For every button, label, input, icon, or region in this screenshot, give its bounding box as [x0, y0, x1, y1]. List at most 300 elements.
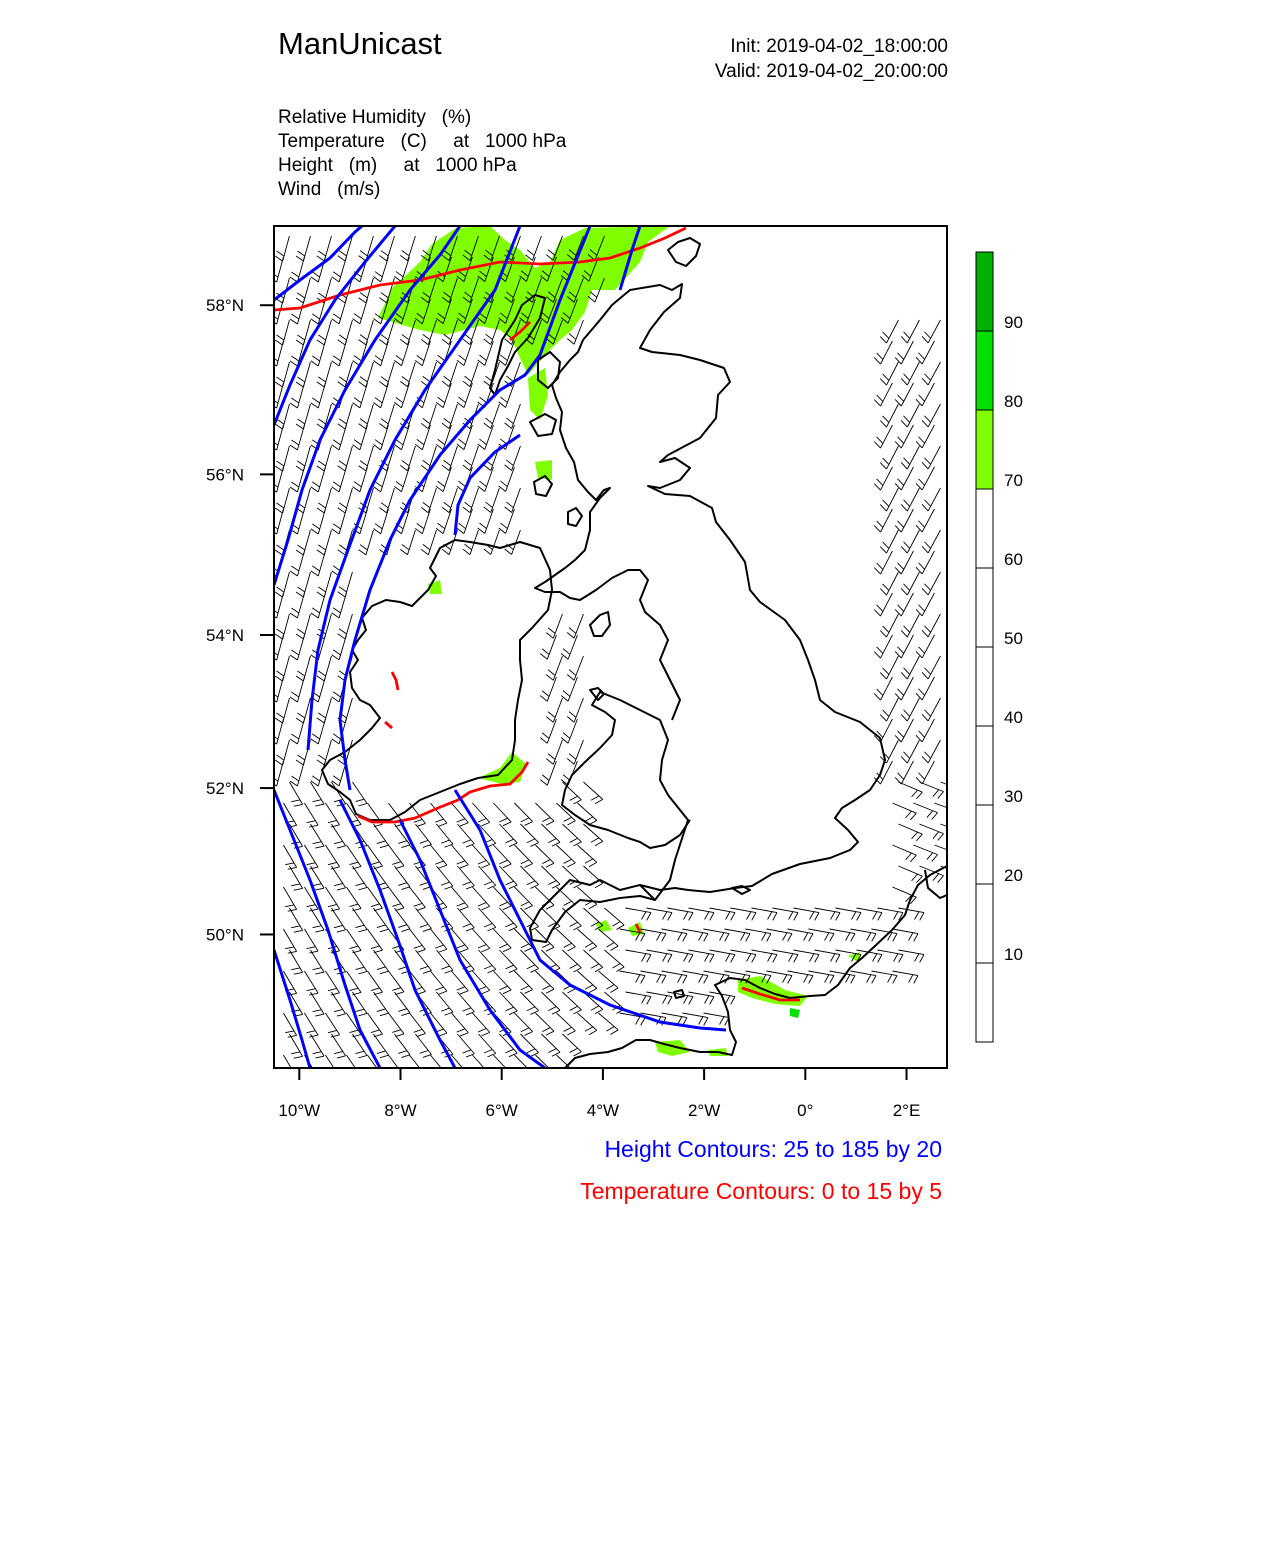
wind-barb	[394, 1034, 410, 1058]
wind-barb	[916, 677, 934, 700]
wind-barb	[436, 866, 452, 889]
wind-barb	[409, 1055, 425, 1078]
colorbar-box	[976, 410, 993, 489]
wind-barb	[283, 845, 296, 869]
wind-barb	[901, 740, 919, 763]
wind-barb	[874, 551, 892, 574]
lat-tick-label: 50°N	[206, 925, 244, 945]
wind-barb	[400, 446, 415, 471]
wind-barb	[310, 950, 324, 974]
wind-barb	[880, 362, 898, 385]
wind-barb	[269, 257, 283, 282]
wind-barb	[317, 404, 332, 429]
wind-barb	[296, 236, 310, 261]
wind-barb	[317, 698, 332, 723]
wind-barb	[436, 824, 452, 847]
wind-barb	[913, 845, 937, 861]
wind-barb	[525, 236, 541, 260]
wind-barb	[922, 530, 940, 553]
wind-barb	[346, 887, 361, 911]
wind-barb	[880, 698, 898, 721]
wind-barb	[901, 320, 919, 343]
wind-barb	[895, 719, 913, 742]
wind-barb	[922, 698, 940, 721]
wind-barb	[275, 362, 289, 387]
wind-barb	[916, 341, 934, 364]
wind-barb	[922, 740, 940, 763]
wind-barb	[556, 845, 575, 867]
wind-barb	[901, 488, 919, 511]
wind-barb	[880, 530, 898, 553]
wind-barb	[373, 1034, 388, 1058]
wind-barb	[535, 845, 554, 867]
wind-barb	[451, 887, 468, 910]
wind-barb	[916, 509, 934, 532]
wind-barb	[493, 971, 511, 994]
wind-barb	[359, 236, 374, 261]
rh-area-wales	[478, 752, 526, 784]
colorbar-box	[976, 489, 993, 568]
wind-barb	[916, 635, 934, 658]
wind-barb	[916, 425, 934, 448]
wind-barb	[540, 635, 556, 659]
wind-barb	[540, 677, 556, 701]
wind-barb	[493, 803, 511, 826]
wind-barb	[283, 929, 296, 953]
wind-barb	[546, 740, 562, 764]
wind-barb	[892, 845, 916, 862]
wind-barb	[269, 509, 283, 534]
lon-tick-label: 8°W	[384, 1101, 417, 1120]
wind-barb	[346, 929, 361, 953]
wind-barb	[505, 488, 521, 512]
wind-barb	[317, 362, 332, 387]
wind-barb	[338, 446, 353, 471]
wind-barb	[275, 320, 289, 345]
wind-barb	[901, 362, 919, 385]
wind-barb	[514, 845, 532, 867]
wind-barb	[895, 509, 913, 532]
lat-tick-label: 58°N	[206, 296, 244, 316]
wind-barb	[577, 1013, 596, 1035]
wind-barb	[388, 1013, 404, 1037]
wind-barb	[901, 656, 919, 679]
wind-barb	[430, 929, 446, 952]
rh-shading	[378, 226, 860, 1056]
wind-barb	[367, 1013, 382, 1037]
wind-barb	[331, 1034, 345, 1058]
height-contour-8	[274, 790, 380, 1068]
wind-barb	[561, 719, 577, 743]
wind-barb	[556, 1013, 575, 1035]
wind-barb	[338, 488, 353, 513]
coastline-skye	[538, 352, 560, 388]
colorbar-label: 30	[1004, 787, 1023, 806]
wind-barb	[625, 950, 651, 962]
wind-barb	[898, 866, 922, 883]
wind-barb	[352, 950, 367, 974]
wind-barb	[275, 614, 289, 639]
wind-barb	[346, 845, 361, 869]
lat-tick-label: 56°N	[206, 465, 244, 485]
wind-barb	[275, 236, 289, 261]
wind-barb	[367, 929, 382, 953]
wind-barb	[289, 782, 302, 806]
wind-barb	[895, 341, 913, 364]
wind-barb	[493, 845, 511, 868]
wind-barb	[325, 803, 339, 827]
wind-barb	[562, 824, 581, 846]
wind-barb	[442, 362, 457, 387]
wind-barb	[520, 866, 538, 888]
wind-barb	[317, 488, 332, 513]
wind-barb	[577, 929, 596, 951]
wind-barb	[296, 572, 310, 597]
wind-barb	[269, 677, 283, 702]
wind-barb	[451, 1013, 468, 1036]
wind-barb	[940, 782, 964, 798]
wind-barb	[275, 488, 289, 513]
wind-barb	[916, 761, 934, 784]
temperature-contour-legend: Temperature Contours: 0 to 15 by 5	[580, 1178, 942, 1204]
coastline-scotland-west	[535, 340, 680, 720]
coastline-anglesey	[590, 688, 604, 700]
colorbar-label: 90	[1004, 313, 1023, 332]
wind-barb	[310, 824, 324, 848]
wind-barb	[338, 404, 353, 429]
wind-barb	[338, 614, 353, 639]
wind-barbs	[269, 236, 965, 1079]
plot-frame	[274, 226, 947, 1068]
wind-barb	[880, 446, 898, 469]
wind-barb	[296, 656, 310, 681]
wind-barb	[296, 530, 310, 555]
coastline-mull	[530, 414, 556, 436]
wind-barb	[472, 1013, 489, 1036]
wind-barb	[561, 677, 577, 701]
wind-barb	[484, 530, 500, 555]
wind-barb	[916, 593, 934, 616]
wind-barb	[540, 761, 556, 785]
wind-barb	[289, 950, 302, 974]
wind-barb	[275, 656, 289, 681]
wind-barb	[317, 572, 332, 597]
wind-barb	[400, 362, 415, 387]
wind-barb	[304, 803, 318, 827]
wind-barb	[567, 614, 583, 638]
wind-barb	[373, 950, 388, 974]
wind-barb	[457, 1034, 474, 1057]
wind-barb	[541, 992, 560, 1014]
wind-barb	[388, 887, 404, 911]
coastline-arran	[568, 508, 582, 526]
wind-barb	[901, 530, 919, 553]
wind-barb	[922, 614, 940, 637]
wind-barb	[919, 782, 943, 798]
rh-colorbar	[976, 252, 1023, 1042]
wind-barb	[901, 404, 919, 427]
wind-barb	[400, 488, 415, 513]
wind-barb	[269, 467, 283, 492]
wind-barb	[535, 803, 554, 825]
wind-barb	[457, 425, 473, 450]
wind-barb	[269, 425, 283, 450]
wind-barb	[916, 467, 934, 490]
wind-barb	[269, 761, 283, 786]
wind-barb	[457, 383, 473, 408]
wind-barb	[895, 677, 913, 700]
wind-barb	[346, 1055, 361, 1079]
coastline-france-brittany	[565, 866, 947, 1068]
wind-barb	[400, 236, 415, 261]
lon-tick-label: 6°W	[485, 1101, 518, 1120]
wind-barb	[472, 1055, 489, 1078]
coastline-isle-of-man	[590, 612, 610, 636]
wind-barb	[421, 530, 436, 555]
wind-barb	[331, 866, 345, 890]
wind-barb	[331, 908, 345, 932]
valid-time: Valid: 2019-04-02_20:00:00	[714, 61, 948, 82]
lon-tick-label: 4°W	[586, 1101, 620, 1120]
wind-barb	[359, 446, 374, 471]
colorbar-label: 80	[1004, 392, 1023, 411]
wind-barb	[310, 1034, 324, 1058]
wind-barb	[567, 656, 583, 680]
wind-barb	[895, 635, 913, 658]
wind-barb	[394, 908, 410, 932]
wind-barb	[541, 866, 560, 888]
wind-barb	[625, 908, 651, 920]
wind-barb	[619, 971, 645, 983]
wind-barb	[325, 845, 339, 869]
wind-barb	[598, 971, 618, 992]
wind-barb	[922, 404, 940, 427]
wind-barb	[325, 971, 339, 995]
wind-barb	[499, 824, 517, 847]
wind-barb	[898, 782, 922, 799]
height-contour-12	[274, 950, 310, 1068]
wind-barb	[895, 761, 913, 784]
wind-barb	[577, 845, 596, 867]
wind-barb	[415, 1034, 431, 1057]
wind-barb	[541, 908, 560, 930]
wind-barb	[562, 950, 581, 972]
wind-barb	[577, 887, 596, 909]
wind-barb	[546, 614, 562, 638]
wind-barb	[472, 929, 489, 952]
wind-barb	[556, 929, 575, 951]
wind-barb	[922, 446, 940, 469]
wind-barb	[388, 845, 404, 869]
wind-barb	[283, 887, 296, 911]
wind-barb	[457, 908, 474, 931]
wind-barb	[457, 824, 474, 847]
wind-barb	[499, 950, 517, 973]
wind-barb	[430, 845, 446, 868]
wind-barb	[499, 467, 515, 491]
wind-barb	[304, 1013, 318, 1037]
wind-barb	[317, 530, 332, 555]
wind-barb	[430, 1055, 446, 1078]
wind-barb	[296, 446, 310, 471]
wind-barb	[296, 404, 310, 429]
wind-barb	[874, 509, 892, 532]
wind-barb	[874, 383, 892, 406]
temperature-contour-ireland-sw	[385, 722, 392, 728]
wind-barb	[269, 299, 283, 324]
wind-barb	[269, 341, 283, 366]
colorbar-box	[976, 805, 993, 884]
wind-barb	[901, 614, 919, 637]
wind-barb	[421, 446, 436, 471]
wind-barb	[409, 887, 425, 910]
wind-barb	[598, 1013, 618, 1034]
field-temperature: Temperature (C) at 1000 hPa	[278, 131, 567, 152]
wind-barb	[520, 992, 538, 1014]
wind-barb	[359, 530, 374, 555]
wind-barb	[505, 404, 521, 428]
init-time: Init: 2019-04-02_18:00:00	[730, 36, 948, 57]
colorbar-label: 70	[1004, 471, 1023, 490]
wind-barb	[940, 824, 964, 840]
lon-tick-label: 0°	[797, 1101, 814, 1120]
wind-barb	[478, 467, 494, 492]
wind-barb	[541, 824, 560, 846]
wind-barb	[367, 971, 382, 995]
wind-barb	[463, 446, 479, 471]
colorbar-box	[976, 963, 993, 1042]
colorbar-label: 50	[1004, 629, 1023, 648]
temperature-contour-ireland-west	[392, 672, 398, 690]
wind-barb	[895, 551, 913, 574]
wind-barb	[922, 320, 940, 343]
rh-area-north	[378, 226, 670, 375]
wind-barb	[478, 1034, 495, 1057]
wind-barb	[373, 824, 388, 848]
wind-barb	[379, 488, 394, 513]
wind-barb	[478, 425, 494, 450]
wind-barb	[880, 320, 898, 343]
wind-barb	[442, 404, 457, 429]
wind-barb	[520, 824, 538, 846]
wind-barb	[430, 971, 446, 994]
wind-barb	[583, 782, 602, 804]
wind-barb	[478, 950, 495, 973]
colorbar-box	[976, 252, 993, 331]
lon-tick-label: 10°W	[278, 1101, 321, 1120]
wind-barb	[895, 383, 913, 406]
colorbar-label: 20	[1004, 866, 1023, 885]
wind-barb	[394, 866, 410, 890]
wind-barb	[901, 698, 919, 721]
wind-barb	[421, 488, 436, 513]
wind-barb	[892, 803, 916, 820]
wind-barb	[514, 803, 532, 825]
wind-barb	[499, 1034, 517, 1057]
wind-barb	[331, 824, 345, 848]
wind-barb	[567, 698, 583, 722]
wind-barb	[540, 719, 556, 743]
wind-barb	[499, 509, 515, 533]
wind-barb	[359, 404, 374, 429]
wind-barb	[478, 908, 495, 931]
wind-barb	[913, 803, 937, 819]
wind-barb	[880, 656, 898, 679]
rh-area-seine	[790, 1008, 800, 1018]
wind-barb	[310, 992, 324, 1016]
wind-barb	[275, 740, 289, 765]
wind-barb	[400, 530, 415, 555]
wind-barb	[567, 740, 583, 764]
colorbar-label: 60	[1004, 550, 1023, 569]
colorbar-label: 40	[1004, 708, 1023, 727]
wind-barb	[304, 929, 318, 953]
wind-barb	[296, 614, 310, 639]
wind-barb	[415, 908, 431, 931]
wind-barb	[598, 929, 618, 950]
wind-barb	[275, 446, 289, 471]
wind-barb	[409, 1013, 425, 1036]
wind-barb	[394, 992, 410, 1016]
wind-barb	[457, 509, 473, 534]
wind-barb	[505, 446, 521, 470]
wind-barb	[583, 908, 602, 930]
wind-barb	[562, 1034, 581, 1056]
wind-barb	[874, 467, 892, 490]
wind-barb	[388, 971, 404, 995]
colorbar-box	[976, 568, 993, 647]
height-contour-legend: Height Contours: 25 to 185 by 20	[604, 1136, 942, 1162]
wind-barb	[922, 488, 940, 511]
wind-barb	[546, 656, 562, 680]
wind-barb	[373, 992, 388, 1016]
wind-barb	[442, 488, 457, 513]
wind-barb	[463, 362, 479, 387]
colorbar-box	[976, 726, 993, 805]
wind-barb	[436, 992, 452, 1015]
wind-barb	[541, 1034, 560, 1056]
wind-barb	[499, 992, 517, 1015]
wind-barb	[269, 635, 283, 660]
wind-barb	[388, 1055, 404, 1079]
wind-barb	[535, 971, 554, 993]
wind-barb	[895, 467, 913, 490]
wind-barb	[275, 698, 289, 723]
wind-barb	[331, 992, 345, 1016]
wind-barb	[874, 593, 892, 616]
lon-tick-label: 2°E	[892, 1101, 921, 1120]
wind-barb	[916, 719, 934, 742]
wind-barb	[304, 845, 318, 869]
wind-barb	[304, 971, 318, 995]
wind-barb	[922, 572, 940, 595]
wind-barb	[546, 698, 562, 722]
wind-barb	[359, 320, 374, 345]
wind-barb	[604, 950, 624, 971]
wind-barb	[493, 929, 511, 952]
wind-barb	[352, 866, 367, 890]
wind-barb	[514, 887, 532, 909]
wind-barb	[898, 824, 922, 841]
field-wind: Wind (m/s)	[278, 179, 381, 200]
wind-barb	[880, 614, 898, 637]
wind-barb	[451, 845, 468, 868]
wind-barb	[874, 341, 892, 364]
wind-barb	[583, 950, 602, 972]
height-contour-9	[340, 800, 455, 1068]
wind-barb	[916, 551, 934, 574]
lon-tick-label: 2°W	[687, 1101, 721, 1120]
